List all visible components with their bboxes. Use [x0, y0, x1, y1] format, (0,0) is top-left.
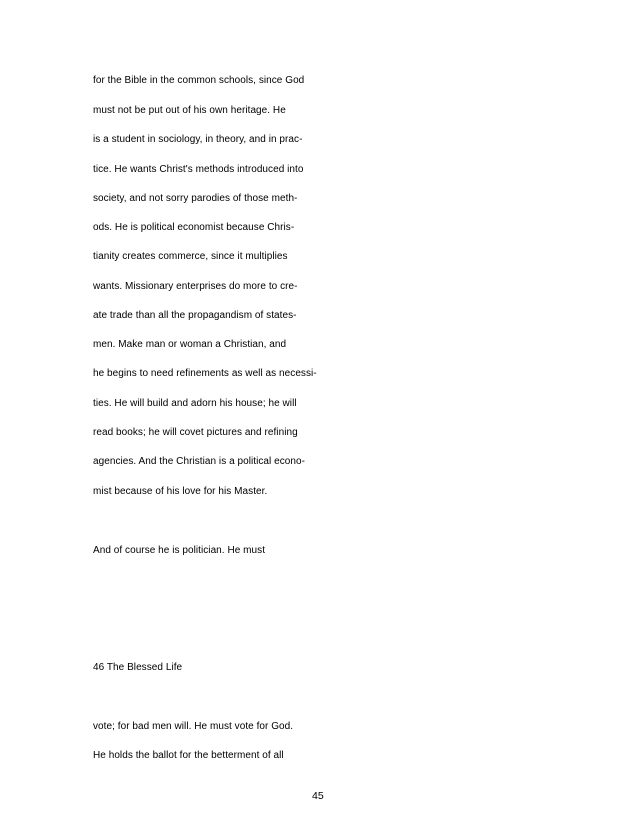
body-line: agencies. And the Christian is a political econo- — [93, 456, 306, 467]
body-line: mist because of his love for his Master. — [93, 486, 268, 497]
body-line: tianity creates commerce, since it multiplies — [93, 251, 288, 262]
body-line: for the Bible in the common schools, since God — [93, 75, 305, 86]
body-line: he begins to need refinements as well as necessi- — [93, 368, 317, 379]
body-line: ties. He will build and adorn his house; he will — [93, 398, 297, 409]
body-line: read books; he will covet pictures and refining — [93, 427, 298, 438]
body-line: ate trade than all the propagandism of states- — [93, 310, 297, 321]
body-line: ods. He is political economist because Chris- — [93, 222, 295, 233]
body-line: must not be put out of his own heritage. He — [93, 105, 286, 116]
body-line: tice. He wants Christ's methods introduced into — [93, 164, 304, 175]
running-head: 46 The Blessed Life — [93, 662, 183, 673]
continuation-line: He holds the ballot for the betterment of all — [93, 750, 284, 761]
body-line: men. Make man or woman a Christian, and — [93, 339, 287, 350]
paragraph-line: And of course he is politician. He must — [93, 545, 266, 556]
body-line: society, and not sorry parodies of those meth- — [93, 193, 298, 204]
body-line: is a student in sociology, in theory, and in prac- — [93, 134, 303, 145]
continuation-line: vote; for bad men will. He must vote for God. — [93, 721, 294, 732]
body-line: wants. Missionary enterprises do more to cre- — [93, 281, 298, 292]
page-number: 45 — [312, 790, 324, 802]
